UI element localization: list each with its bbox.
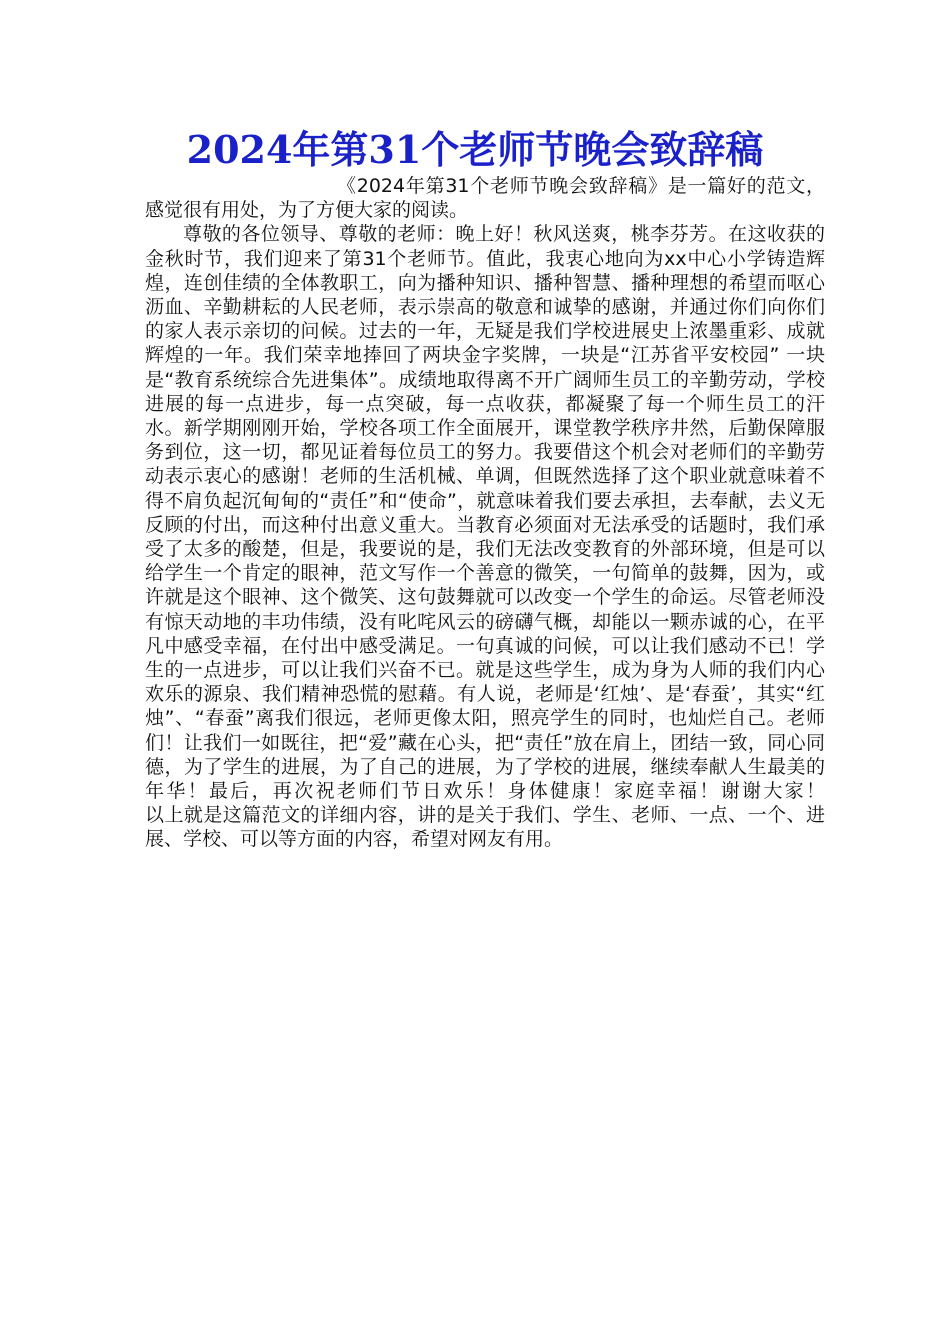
intro-paragraph: 《2024年第31个老师节晚会致辞稿》是一篇好的范文，感觉很有用处，为了方便大家的阅读。 (145, 175, 825, 222)
document-body (145, 174, 883, 852)
speech-paragraph: 尊敬的各位领导、尊敬的老师：晚上好！秋风送爽，桃李芬芳。在这收获的金秋时节，我们迎来了第31个老师节。值此，我衷心地向为xx中心小学铸造辉煌，连创佳绩的全体教职工，向为播种知识、播种智慧、播种理想的希望而呕心沥血、辛勤耕耘的人民老师，表示崇高的敬意和诚挚的感谢，并通过你们向你们的家人表示亲切的问候。过去的一年，无疑是我们学校进展史上浓墨重彩、成就辉煌的一年。我们荣幸地捧回了两块金字奖牌，一块是“江苏省平安校园” 一块是“教育系统综合先进集体”。成绩地取得离不开广阔师生员工的辛勤劳动，学校进展的每一点进步，每一点突破，每一点收获，都凝聚了每一个师生员工的汗水。新学期刚刚开始，学校各项工作全面展开，课堂教学秩序井然，后勤保障服务到位，这一切，都见证着每位员工的努力。我要借这个机会对老师们的辛勤劳动表示衷心的感谢！老师的生活机械、单调，但既然选择了这个职业就意味着不得不肩负起沉甸甸的“责任”和“使命”，就意味着我们要去承担，去奉献，去义无反顾的付出，而这种付出意义重大。当教育必须面对无法承受的话题时，我们承受了太多的酸楚，但是，我要说的是，我们无法改变教育的外部环境，但是可以给学生一个肯定的眼神，范文写作一个善意的微笑，一句简单的鼓舞，因为，或许就是这个眼神、这个微笑、这句鼓舞就可以改变一个学生的命运。尽管老师没有惊天动地的丰功伟绩，没有叱咤风云的磅礴气概，却能以一颗赤诚的心，在平凡中感受幸福，在付出中感受满足。一句真诚的问候，可以让我们感动不已！学生的一点进步，可以让我们兴奋不已。就是这些学生，成为身为人师的我们内心欢乐的源泉、我们精神恐慌的慰藉。有人说，老师是‘红烛’、是‘春蚕’，其实“红烛”、“春蚕”离我们很远，老师更像太阳，照亮学生的同时，也灿烂自己。老师们！让我们一如既往，把“爱”藏在心头，把“责任”放在肩上，团结一致，同心同德，为了学生的进展，为了自己的进展，为了学校的进展，继续奉献人生最美的年华！最后，再次祝老师们节日欢乐！身体健康！家庭幸福！谢谢大家！ 以上就是这篇范文的详细内容，讲的是关于我们、学生、老师、一点、一个、进展、学校、可以等方面的内容，希望对网友有用。 (145, 223, 883, 851)
document-title: 2024年第31个老师节晚会致辞稿 (186, 127, 764, 172)
